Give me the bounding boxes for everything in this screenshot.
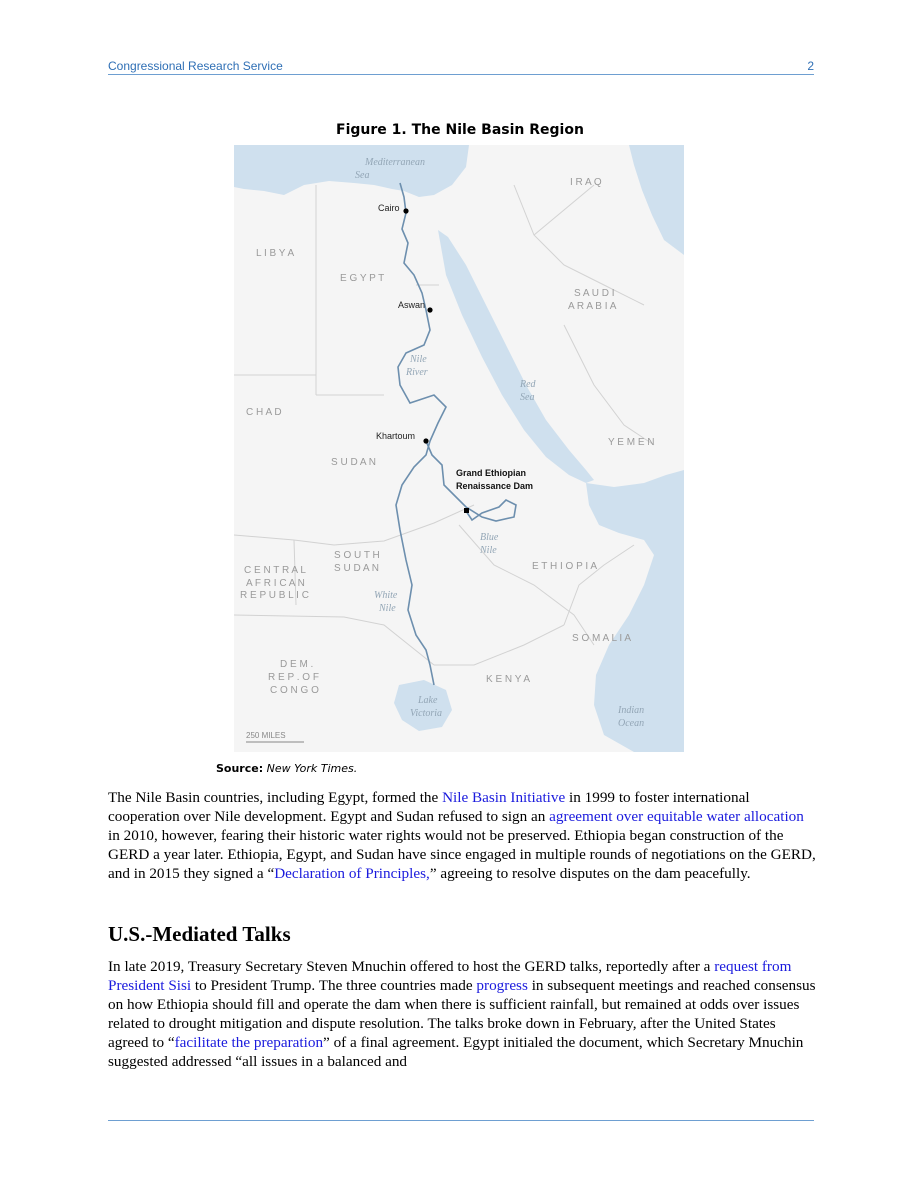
map-label-blue: Blue	[480, 532, 499, 543]
map-label-white-nile: Nile	[379, 603, 396, 614]
map-label-dem: D E M .	[280, 659, 314, 670]
paragraph-nile-basin	[108, 788, 816, 883]
map-label-yemen: Y E M E N	[608, 437, 655, 448]
map-label-aswan: Aswan	[398, 300, 426, 310]
source-label: Source:	[216, 762, 264, 775]
map-label-blue-nile: Nile	[480, 545, 497, 556]
gerd-marker	[464, 508, 469, 513]
source-text: New York Times.	[266, 762, 358, 775]
map-label-mediterranean-sea: Sea	[355, 170, 370, 181]
map-label-republic: R E P U B L I C	[240, 590, 309, 601]
header-title: Congressional Research Service	[108, 59, 283, 73]
map-label-libya: L I B Y A	[256, 248, 295, 259]
map-label-congo: C O N G O	[270, 685, 319, 696]
map-label-lake: Lake	[418, 695, 438, 706]
map-label-nile: Nile	[410, 354, 427, 365]
figure-source	[216, 762, 357, 775]
map-label-saudi: S A U D I	[574, 288, 615, 299]
p2-text-1: In late 2019, Treasury Secretary Steven Mnuchin offered to host the GERD talks, reportedly after a	[108, 958, 715, 975]
link-declaration-of-principles[interactable]: Declaration of Principles,	[274, 865, 430, 882]
map-label-gerd-line2: Renaissance Dam	[456, 481, 534, 491]
link-facilitate-the-preparation[interactable]: facilitate the preparation	[174, 1034, 324, 1051]
map-label-somalia: S O M A L I A	[572, 633, 632, 644]
p2-text-3: in subsequent meetings and reached consensus on how Ethiopia should fill and operate the dam when there is sufficient rainfall, but remained at odds over issues related to drought mitigation and dispute resolution. The talks broke down in February, after the United States agreed to “	[108, 977, 816, 1051]
nile-basin-map	[234, 145, 684, 752]
map-label-ocean: Ocean	[618, 718, 645, 729]
paragraph-us-mediated-talks	[108, 957, 816, 1071]
map-label-white: White	[374, 590, 398, 601]
p2-text-2: to President Trump. The three countries made	[191, 977, 477, 994]
link-progress[interactable]: progress	[476, 977, 528, 994]
map-label-khartoum: Khartoum	[376, 431, 416, 441]
map-label-egypt: E G Y P T	[340, 273, 385, 284]
p1-text-2: in 1999 to foster international cooperation over Nile development. Egypt and Sudan refused to sign an	[108, 789, 750, 825]
map-label-sudan: S U D A N	[331, 457, 377, 468]
map-label-chad: C H A D	[246, 407, 282, 418]
link-request-from-president-sisi[interactable]: request from President Sisi	[108, 958, 792, 994]
footer-rule	[108, 1120, 814, 1121]
link-nile-basin-initiative[interactable]: Nile Basin Initiative	[442, 789, 566, 806]
figure-title: Figure 1. The Nile Basin Region	[336, 122, 584, 138]
map-scale-label: 250 MILES	[246, 731, 286, 740]
map-label-river: River	[406, 367, 428, 378]
p2-text-4: ” of a final agreement. Egypt initialed the document, which Secretary Mnuchin suggested addressed “all issues in a balanced and	[108, 1034, 804, 1070]
khartoum-marker	[423, 438, 428, 443]
link-equitable-water-allocation[interactable]: agreement over equitable water allocation	[549, 808, 804, 825]
map-label-arabia: A R A B I A	[568, 301, 617, 312]
map-label-kenya: K E N Y A	[486, 674, 531, 685]
map-label-rep-of: R E P . O F	[268, 672, 319, 683]
map-label-red-sea: Sea	[520, 392, 535, 403]
page-header	[108, 58, 814, 74]
map-label-african: A F R I C A N	[246, 578, 305, 589]
map-label-victoria: Victoria	[410, 708, 443, 719]
map-label-south-sudan: S U D A N	[334, 563, 380, 574]
p1-text-4: ” agreeing to resolve disputes on the dam peacefully.	[429, 865, 751, 882]
cairo-marker	[403, 208, 408, 213]
map-label-gerd-line1: Grand Ethiopian	[456, 468, 527, 478]
map-label-central: C E N T R A L	[244, 565, 306, 576]
aswan-marker	[427, 307, 432, 312]
p1-text-1: The Nile Basin countries, including Egypt, formed the	[108, 789, 443, 806]
map-label-red: Red	[520, 379, 536, 390]
map-label-iraq: I R A Q	[570, 177, 602, 188]
section-heading: U.S.-Mediated Talks	[108, 922, 291, 946]
p1-text-3: in 2010, however, fearing their historic water rights would not be preserved. Ethiopia began construction of the GERD a year later. Ethiopia, Egypt, and Sudan have since engaged in multiple rounds of negotiations on the GERD, and in 2015 they signed a “	[108, 827, 816, 882]
map-label-south: S O U T H	[334, 550, 380, 561]
map-label-ethiopia: E T H I O P I A	[532, 561, 598, 572]
map-label-cairo: Cairo	[378, 203, 400, 213]
map-label-mediterranean: Mediterranean	[365, 157, 425, 168]
map-label-indian: Indian	[618, 705, 645, 716]
page-number: 2	[807, 59, 814, 73]
header-rule	[108, 74, 814, 75]
